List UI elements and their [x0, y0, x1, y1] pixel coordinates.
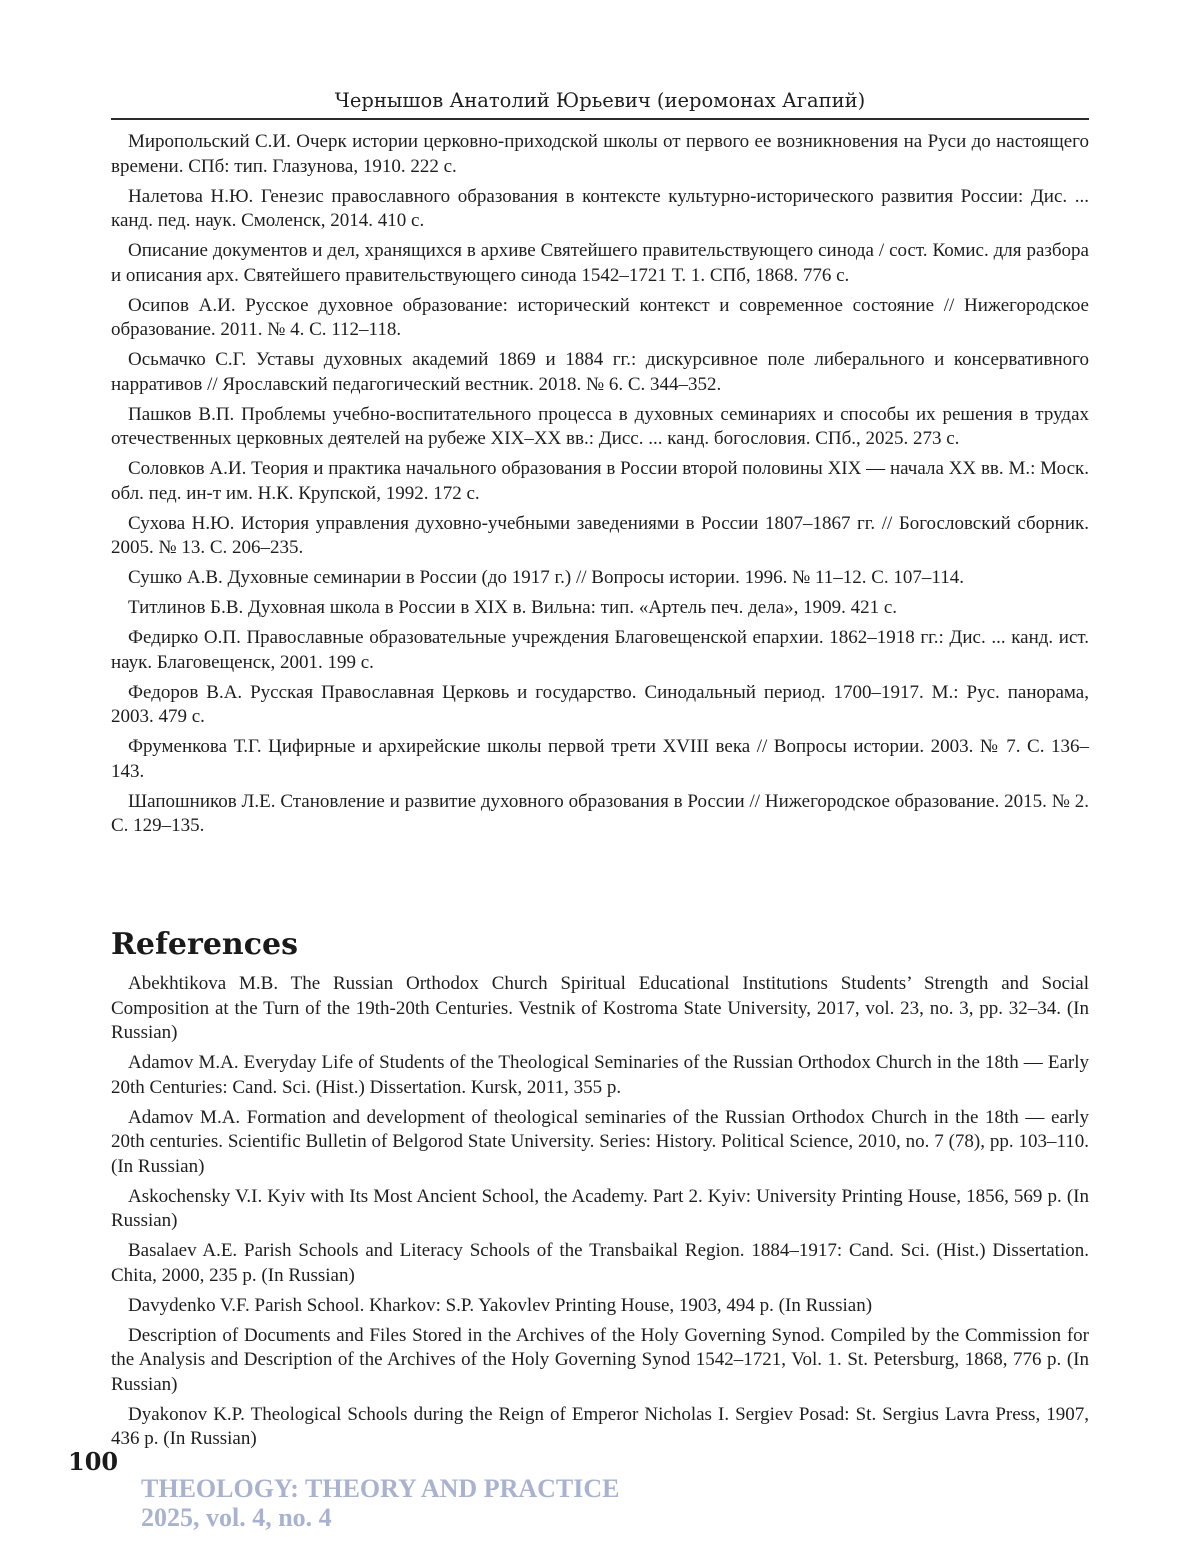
reference-entry: Федоров В.А. Русская Православная Церковь и государство. Синодальный период. 1700–1917. М.: Рус. панорама, 2003. 479 с.	[111, 681, 1089, 730]
reference-entry: Осипов А.И. Русское духовное образование: исторический контекст и современное состояние // Нижегородское образование. 2011. № 4. С. 112–118.	[111, 294, 1089, 343]
reference-entry: Соловков А.И. Теория и практика начального образования в России второй половины XIX — начала XX вв. М.: Моск. обл. пед. ин-т им. Н.К. Крупской, 1992. 172 с.	[111, 457, 1089, 506]
references-heading: References	[111, 925, 298, 965]
reference-entry: Adamov M.A. Everyday Life of Students of the Theological Seminaries of the Russian Orthodox Church in the 18th — Early 20th Centuries: Cand. Sci. (Hist.) Dissertation. Kursk, 2011, 355 p.	[111, 1051, 1089, 1100]
reference-entry: Сушко А.В. Духовные семинарии в России (до 1917 г.) // Вопросы истории. 1996. № 11–12. С. 107–114.	[111, 566, 1089, 591]
reference-entry: Adamov M.A. Formation and development of theological seminaries of the Russian Orthodox Church in the 18th — early 20th centuries. Scientific Bulletin of Belgorod State University. Series: History. Political Science, 2010, no. 7 (78), pp. 103–110. (In Russian)	[111, 1106, 1089, 1180]
reference-entry: Basalaev A.E. Parish Schools and Literacy Schools of the Transbaikal Region. 1884–1917: Cand. Sci. (Hist.) Dissertation. Chita, 2000, 235 p. (In Russian)	[111, 1239, 1089, 1288]
reference-entry: Abekhtikova M.B. The Russian Orthodox Church Spiritual Educational Institutions Students’ Strength and Social Composition at the Turn of the 19th-20th Centuries. Vestnik of Kostroma State University, 2017, vol. 23, no. 3, pp. 32–34. (In Russian)	[111, 972, 1089, 1046]
journal-issue: 2025, vol. 4, no. 4	[141, 1503, 620, 1532]
english-reference-list	[111, 972, 1089, 1457]
reference-entry: Налетова Н.Ю. Генезис православного образования в контексте культурно-исторического развития России: Дис. ... канд. пед. наук. Смоленск, 2014. 410 с.	[111, 185, 1089, 234]
reference-entry: Davydenko V.F. Parish School. Kharkov: S.P. Yakovlev Printing House, 1903, 494 p. (In Russian)	[111, 1294, 1089, 1319]
reference-entry: Осьмачко С.Г. Уставы духовных академий 1869 и 1884 гг.: дискурсивное поле либерального и консервативного нарративов // Ярославский педагогический вестник. 2018. № 6. С. 344–352.	[111, 348, 1089, 397]
reference-entry: Description of Documents and Files Stored in the Archives of the Holy Governing Synod. Compiled by the Commission for the Analysis and Description of the Archives of the Holy Governing Synod 1542–1721, Vol. 1. St. Petersburg, 1868, 776 p. (In Russian)	[111, 1324, 1089, 1398]
reference-entry: Фруменкова Т.Г. Цифирные и архирейские школы первой трети XVIII века // Вопросы истории. 2003. № 7. С. 136–143.	[111, 735, 1089, 784]
reference-entry: Сухова Н.Ю. История управления духовно-учебными заведениями в России 1807–1867 гг. // Богословский сборник. 2005. № 13. С. 206–235.	[111, 512, 1089, 561]
reference-entry: Федирко О.П. Православные образовательные учреждения Благовещенской епархии. 1862–1918 гг.: Дис. ... канд. ист. наук. Благовещенск, 2001. 199 с.	[111, 626, 1089, 675]
reference-entry: Описание документов и дел, хранящихся в архиве Святейшего правительствующего синода / сост. Комис. для разбора и описания арх. Святейшего правительствующего синода 1542–1721 Т. 1. СПб, 1868. 776 с.	[111, 239, 1089, 288]
reference-entry: Askochensky V.I. Kyiv with Its Most Ancient School, the Academy. Part 2. Kyiv: University Printing House, 1856, 569 p. (In Russian)	[111, 1185, 1089, 1234]
reference-entry: Dyakonov K.P. Theological Schools during the Reign of Emperor Nicholas I. Sergiev Posad: St. Sergius Lavra Press, 1907, 436 p. (In Russian)	[111, 1403, 1089, 1452]
reference-entry: Пашков В.П. Проблемы учебно-воспитательного процесса в духовных семинариях и способы их решения в трудах отечественных церковных деятелей на рубеже XIX–XX вв.: Дисс. ... канд. богословия. СПб., 2025. 273 с.	[111, 403, 1089, 452]
reference-entry: Титлинов Б.В. Духовная школа в России в XIX в. Вильна: тип. «Артель печ. дела», 1909. 421 с.	[111, 596, 1089, 621]
reference-entry: Шапошников Л.Е. Становление и развитие духовного образования в России // Нижегородское образование. 2015. № 2. С. 129–135.	[111, 790, 1089, 839]
page-number: 100	[68, 1447, 118, 1476]
russian-reference-list	[111, 130, 1089, 844]
journal-footer	[141, 1474, 620, 1532]
header-rule	[111, 118, 1089, 120]
journal-title: THEOLOGY: THEORY AND PRACTICE	[141, 1474, 620, 1503]
reference-entry: Миропольский С.И. Очерк истории церковно-приходской школы от первого ее возникновения на Руси до настоящего времени. СПб: тип. Глазунова, 1910. 222 с.	[111, 130, 1089, 179]
running-header: Чернышов Анатолий Юрьевич (иеромонах Агапий)	[111, 88, 1089, 114]
